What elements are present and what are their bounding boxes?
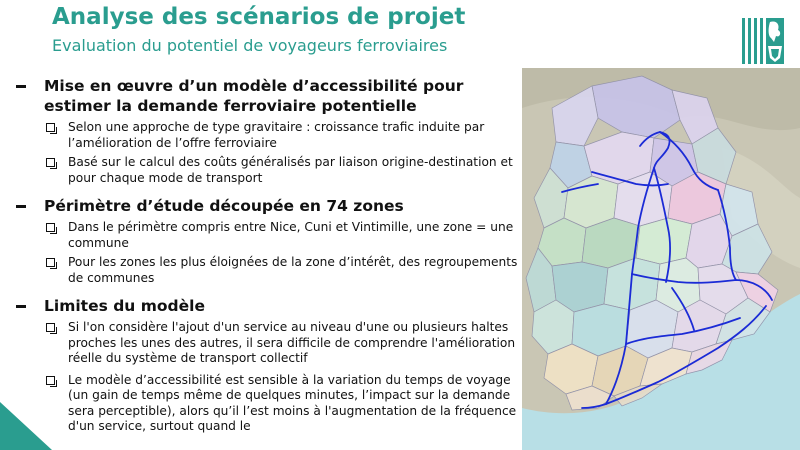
list-item-text: Si l'on considère l'ajout d'un service au niveau d'une ou plusieurs haltes proches les unes des autres, il sera difficile de comprendre l'amélioration réelle du système de transport collectif: [68, 320, 516, 365]
section-heading: Limites du modèle: [44, 297, 205, 315]
page-title: Analyse des scénarios de projet: [52, 4, 466, 30]
list-item-text: Dans le périmètre compris entre Nice, Cuni et Vintimille, une zone = une commune: [68, 220, 514, 250]
section-heading: Périmètre d’étude découpée en 74 zones: [44, 197, 404, 215]
list-item: [0, 155, 522, 186]
list-item: [0, 373, 522, 435]
checkbox-bullet-icon: [46, 123, 55, 132]
corner-accent-triangle: [0, 402, 52, 450]
checkbox-bullet-icon: [46, 376, 55, 385]
section-study-perimeter: [0, 196, 522, 216]
list-item-text: Le modèle d’accessibilité est sensible à la variation du temps de voyage (un gain de temps même de quelques minutes, l’impact sur la demande sera perceptible), alors qu’il l’est moins à l'augmentation de la fréquence d'un service, surtout quand le: [68, 372, 517, 433]
list-item-text: Pour les zones les plus éloignées de la zone d’intérêt, des regroupements de communes: [68, 255, 518, 285]
list-item: [0, 120, 522, 151]
zone-polygon: [636, 218, 692, 264]
region-emblem-icon: [740, 16, 786, 66]
dash-bullet-icon: [16, 205, 26, 208]
bullet-content: [0, 70, 522, 435]
list-item-text: Basé sur le calcul des coûts généralisés par liaison origine-destination et pour chaque mode de transport: [68, 155, 513, 185]
list-item: [0, 255, 522, 286]
section-model-limits: [0, 296, 522, 316]
study-area-zone-map: [522, 68, 800, 450]
checkbox-bullet-icon: [46, 158, 55, 167]
checkbox-bullet-icon: [46, 258, 55, 267]
dash-bullet-icon: [16, 85, 26, 88]
list-item: [0, 220, 522, 251]
list-item: [0, 320, 522, 367]
section-accessibility-model: [0, 76, 522, 116]
section-heading: Mise en œuvre d’un modèle d’accessibilité pour estimer la demande ferroviaire potentielle: [44, 77, 464, 115]
checkbox-bullet-icon: [46, 223, 55, 232]
list-item-text: Selon une approche de type gravitaire : croissance trafic induite par l’amélioration de l’offre ferroviaire: [68, 120, 485, 150]
checkbox-bullet-icon: [46, 323, 55, 332]
page-subtitle: Evaluation du potentiel de voyageurs ferroviaires: [52, 36, 448, 55]
dash-bullet-icon: [16, 305, 26, 308]
